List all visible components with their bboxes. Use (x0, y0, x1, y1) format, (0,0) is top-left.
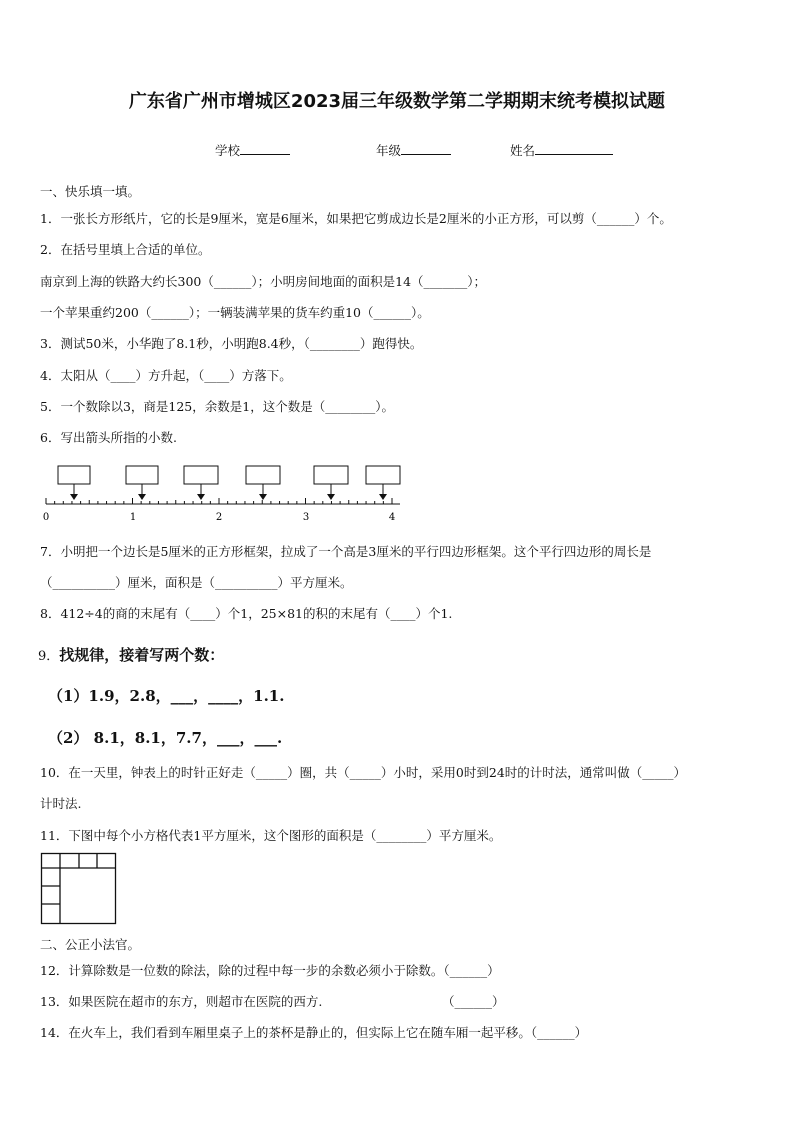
answer-box (314, 466, 348, 484)
school-label: 学校 (215, 143, 241, 158)
question-9-part-2: （2） 8.1，8.1，7.7，___，___. (48, 729, 283, 747)
name-field (510, 141, 613, 159)
question-11: 11．下图中每个小方格代表1平方厘米，这个图形的面积是（________）平方厘米。 (40, 828, 502, 843)
tick-label: 4 (388, 512, 396, 523)
section-2-heading: 二、公正小法官。 (40, 937, 141, 952)
answer-box (58, 466, 90, 484)
question-5: 5．一个数除以3，商是125，余数是1，这个数是（________）。 (40, 399, 394, 414)
question-13: 13．如果医院在超市的东方，则超市在医院的西方. (40, 994, 323, 1009)
question-14: 14．在火车上，我们看到车厢里桌子上的茶杯是静止的，但实际上它在随车厢一起平移。（______） (40, 1025, 588, 1040)
question-9-text: 找规律，接着写两个数： (59, 646, 225, 664)
grid-figure (40, 852, 120, 926)
question-1: 1．一张长方形纸片，它的长是9厘米，宽是6厘米，如果把它剪成边长是2厘米的小正方形，可以剪（______）个。 (40, 211, 672, 226)
question-4: 4．太阳从（____）方升起，（____）方落下。 (40, 368, 292, 383)
tick-label: 1 (129, 512, 137, 523)
answer-box (126, 466, 158, 484)
page-title: 广东省广州市增城区2023届三年级数学第二学期期末统考模拟试题 (128, 91, 666, 112)
question-2-line-b: 一个苹果重约200（______）；一辆装满苹果的货车约重10（______）。 (40, 305, 430, 320)
question-12: 12．计算除数是一位数的除法，除的过程中每一步的余数必须小于除数。（______） (40, 963, 500, 978)
tick-label: 2 (215, 512, 223, 523)
question-6: 6．写出箭头所指的小数. (40, 430, 177, 445)
question-9 (38, 644, 224, 665)
question-10-line-b: 计时法. (40, 796, 82, 811)
question-2: 2．在括号里填上合适的单位。 (40, 242, 211, 257)
question-3: 3．测试50米，小华跑了8.1秒，小明跑8.4秒，（________）跑得快。 (40, 336, 423, 351)
question-9-number: 9． (38, 649, 60, 664)
question-8: 8．412÷4的商的末尾有（____）个1，25×81的积的末尾有（____）个1. (40, 606, 453, 621)
answer-box (246, 466, 280, 484)
question-10-line-a: 10．在一天里，钟表上的时针正好走（_____）圈，共（_____）小时，采用0时到24时的计时法，通常叫做（_____） (40, 765, 687, 780)
answer-box (366, 466, 400, 484)
question-7-line-b: （__________）厘米，面积是（__________）平方厘米。 (40, 575, 353, 590)
grade-label: 年级 (376, 143, 402, 158)
question-9-part-1: （1）1.9，2.8，___，____，1.1. (48, 687, 285, 705)
tick-label: 0 (42, 512, 50, 523)
tick-label: 3 (302, 512, 310, 523)
name-label: 姓名 (510, 143, 536, 158)
question-7-line-a: 7．小明把一个边长是5厘米的正方形框架，拉成了一个高是3厘米的平行四边形框架。这个平行四边形的周长是 (40, 544, 652, 559)
grade-field (376, 141, 451, 159)
answer-box (184, 466, 218, 484)
school-field (215, 141, 290, 159)
question-13-answer: （______） (442, 994, 505, 1009)
question-2-line-a: 南京到上海的铁路大约长300（______）；小明房间地面的面积是14（_______）； (40, 274, 487, 289)
number-line-figure (38, 460, 408, 528)
section-1-heading: 一、快乐填一填。 (40, 184, 141, 199)
